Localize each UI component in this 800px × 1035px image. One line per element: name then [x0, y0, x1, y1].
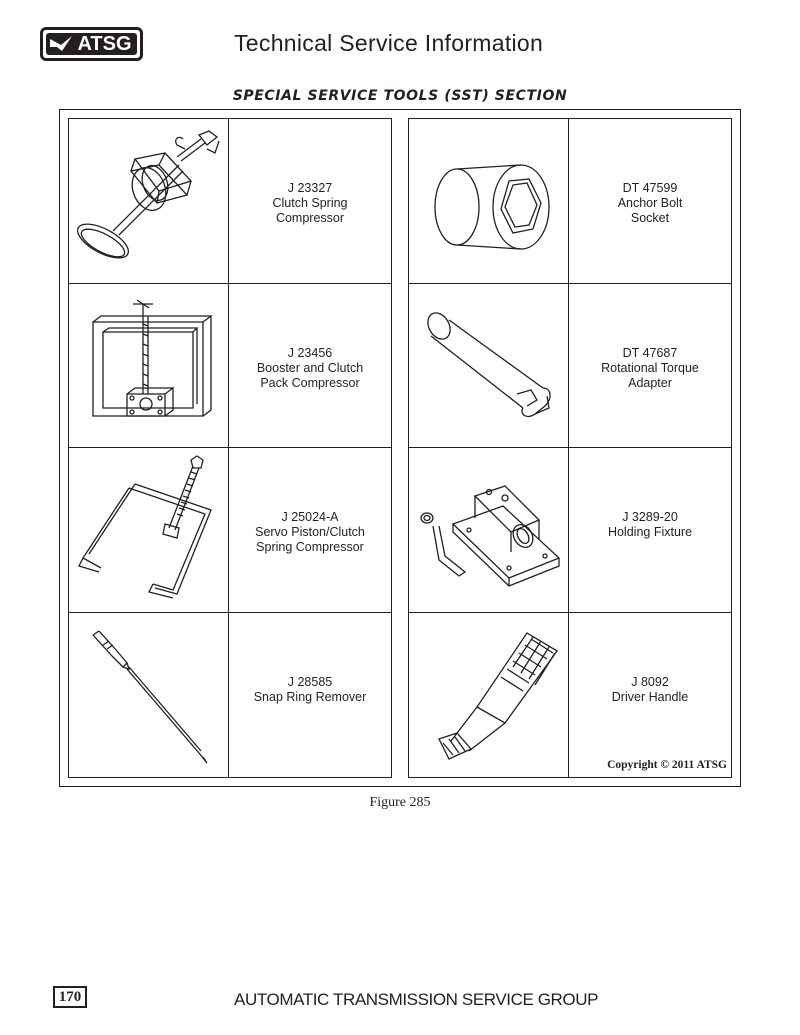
tool-part-number: J 23327	[287, 181, 333, 195]
tool-label-cell	[569, 119, 731, 284]
snap-ring-remover-icon	[69, 613, 229, 777]
tool-name-line: Holding Fixture	[607, 525, 693, 539]
tool-part-number: J 23456	[287, 345, 333, 360]
tool-name-line: Snap Ring Remover	[253, 689, 367, 704]
tool-part-number: J 3289-20	[622, 510, 678, 524]
checkmark-logo-icon	[49, 35, 73, 55]
tool-name-line: Adapter	[628, 375, 672, 390]
tool-part-number: DT 47687	[622, 345, 678, 360]
tool-label-cell	[229, 284, 391, 449]
tool-name-line: Anchor Bolt	[617, 196, 683, 210]
tool-image-cell	[69, 284, 229, 449]
tool-name-line: Driver Handle	[611, 689, 689, 704]
tool-label-cell	[569, 613, 731, 778]
driver-handle-icon	[409, 613, 569, 777]
tool-label-cell	[569, 284, 731, 449]
footer-org-name: AUTOMATIC TRANSMISSION SERVICE GROUP	[234, 990, 599, 1009]
page-number: 170	[53, 986, 87, 1008]
tools-panel-right	[408, 118, 732, 778]
tool-image-cell	[69, 119, 229, 284]
copyright-notice: Copyright © 2011 ATSG	[607, 759, 727, 771]
tool-label-cell	[569, 448, 731, 613]
figure-caption: Figure 285	[369, 795, 431, 810]
atsg-logo	[40, 27, 143, 61]
tool-name-line: Socket	[630, 211, 670, 225]
tool-image-cell	[409, 119, 569, 284]
tool-name-line: Servo Piston/Clutch	[255, 525, 365, 539]
tool-label-cell	[229, 119, 391, 284]
tool-label-cell	[229, 613, 391, 778]
booster-clutch-pack-compressor-icon	[69, 284, 229, 448]
tool-part-number: DT 47599	[622, 181, 678, 195]
tool-part-number: J 8092	[631, 674, 669, 689]
holding-fixture-icon	[409, 448, 569, 612]
tool-name-line: Pack Compressor	[260, 375, 360, 390]
tool-name-line: Spring Compressor	[256, 540, 364, 554]
tool-image-cell	[69, 448, 229, 613]
logo-text: ATSG	[77, 32, 132, 55]
page-title: Technical Service Information	[234, 30, 544, 56]
tool-part-number: J 28585	[287, 674, 333, 689]
tool-image-cell	[69, 613, 229, 778]
clutch-spring-compressor-icon	[69, 119, 229, 283]
tool-name-line: Compressor	[275, 211, 345, 225]
anchor-bolt-socket-icon	[409, 119, 569, 283]
tool-name-line: Rotational Torque	[601, 360, 699, 375]
section-title: SPECIAL SERVICE TOOLS (SST) SECTION	[232, 88, 568, 104]
servo-piston-compressor-icon	[69, 448, 229, 612]
tool-image-cell	[409, 613, 569, 778]
tool-name-line: Booster and Clutch	[256, 360, 364, 375]
tool-name-line: Clutch Spring	[272, 196, 348, 210]
tool-image-cell	[409, 284, 569, 449]
tool-image-cell	[409, 448, 569, 613]
tools-panel-left	[68, 118, 392, 778]
tool-label-cell	[229, 448, 391, 613]
tool-part-number: J 25024-A	[281, 510, 339, 524]
rotational-torque-adapter-icon	[409, 284, 569, 448]
